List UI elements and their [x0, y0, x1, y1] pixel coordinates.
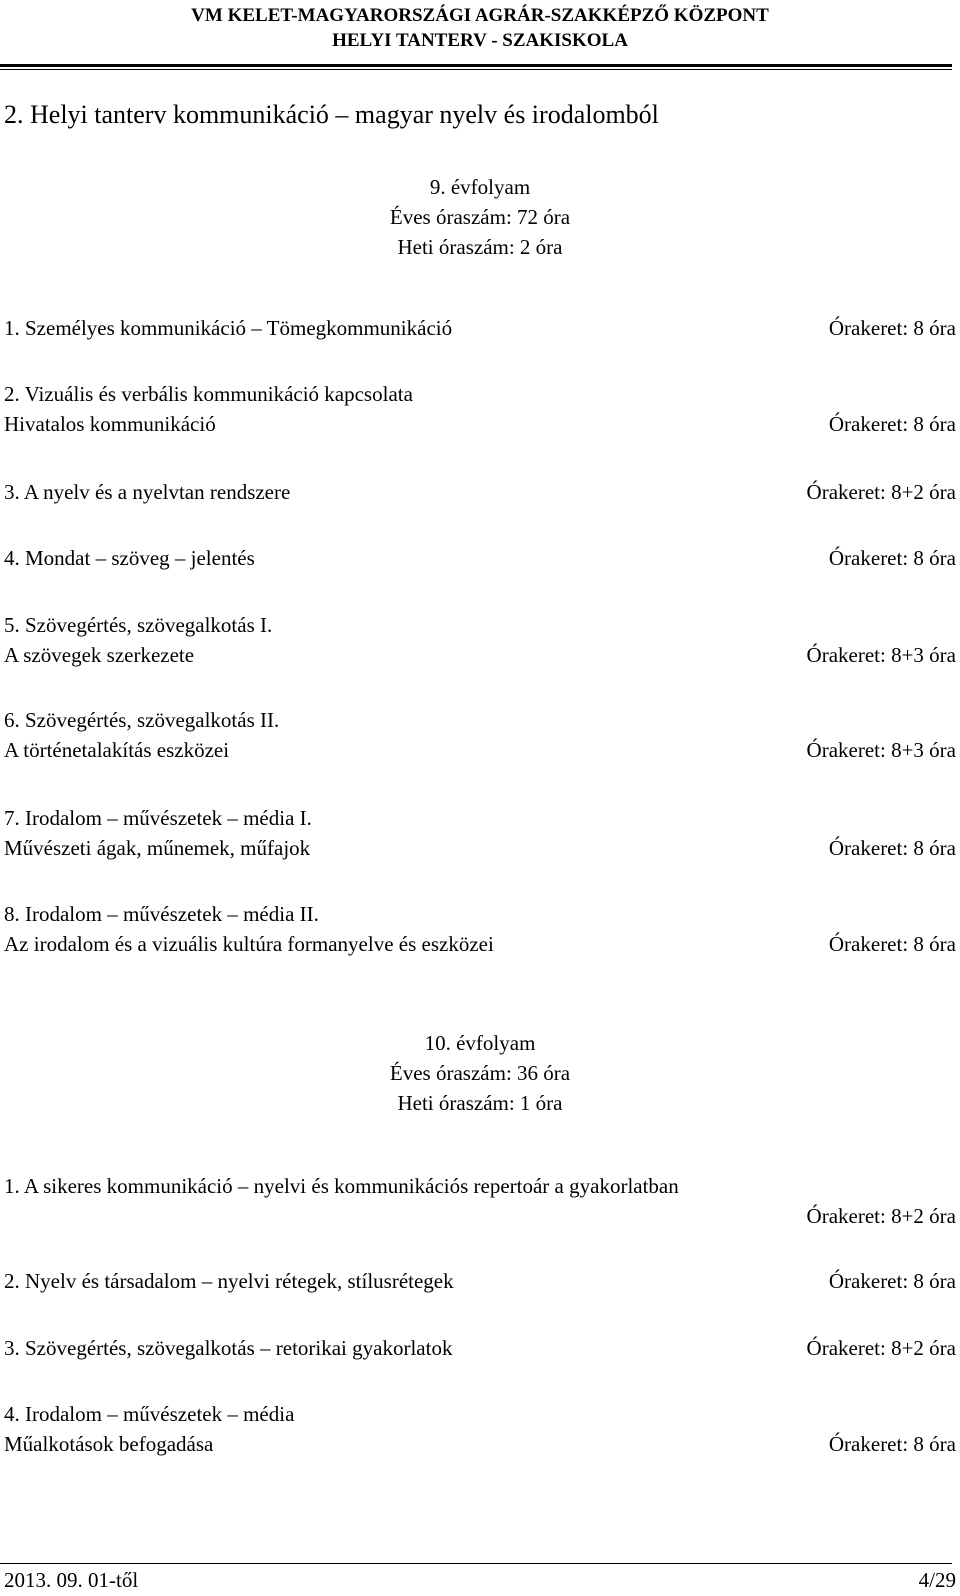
topic-title: 4. Irodalom – művészetek – média [4, 1402, 295, 1426]
grade9-summary [0, 172, 960, 262]
footer-divider [0, 1563, 952, 1564]
topic-subtitle: A szövegek szerkezete [4, 643, 195, 667]
topic-title: 8. Irodalom – művészetek – média II. [4, 902, 319, 926]
topic-title: 6. Szövegértés, szövegalkotás II. [4, 708, 280, 732]
page-header [0, 0, 960, 53]
topic-title: 1. A sikeres kommunikáció – nyelvi és kommunikációs repertoár a gyakorlatban [4, 1174, 679, 1198]
grade10-title: 10. évfolyam [424, 1031, 536, 1055]
grade9-topic-3 [4, 477, 956, 507]
topic-subtitle: A történetalakítás eszközei [4, 738, 230, 762]
header-document-type: HELYI TANTERV - SZAKISKOLA [332, 30, 628, 51]
topic-hours: Órakeret: 8+3 óra [806, 738, 956, 762]
topic-title: 5. Szövegértés, szövegalkotás I. [4, 613, 273, 637]
grade10-topic-3 [4, 1333, 956, 1363]
grade10-annual-hours: Éves óraszám: 36 óra [389, 1061, 571, 1085]
grade9-topic-8 [4, 899, 956, 959]
topic-title: 7. Irodalom – művészetek – média I. [4, 806, 312, 830]
topic-title: 1. Személyes kommunikáció – Tömegkommunikáció [4, 316, 453, 340]
topic-title: 2. Nyelv és társadalom – nyelvi rétegek, stílusrétegek [4, 1269, 454, 1293]
grade9-topic-2 [4, 379, 956, 439]
topic-hours: Órakeret: 8 óra [828, 1432, 956, 1456]
topic-hours: Órakeret: 8 óra [828, 836, 956, 860]
topic-subtitle: Művészeti ágak, műnemek, műfajok [4, 836, 311, 860]
topic-subtitle: Az irodalom és a vizuális kultúra formanyelve és eszközei [4, 932, 494, 956]
topic-title: 3. Szövegértés, szövegalkotás – retorikai gyakorlatok [4, 1336, 453, 1360]
grade9-annual-hours: Éves óraszám: 72 óra [389, 205, 571, 229]
topic-hours: Órakeret: 8+2 óra [806, 1336, 956, 1360]
topic-subtitle: Hivatalos kommunikáció [4, 412, 216, 436]
topic-hours: Órakeret: 8+2 óra [806, 1204, 956, 1228]
page-footer [4, 1566, 956, 1594]
grade9-title: 9. évfolyam [429, 175, 531, 199]
header-divider [0, 64, 952, 70]
grade10-topic-1 [4, 1171, 956, 1231]
grade9-topic-5 [4, 610, 956, 670]
footer-date: 2013. 09. 01-től [4, 1568, 139, 1592]
grade9-topic-4 [4, 543, 956, 573]
section-title: 2. Helyi tanterv kommunikáció – magyar nyelv és irodalomból [4, 100, 659, 129]
topic-title: 4. Mondat – szöveg – jelentés [4, 546, 255, 570]
topic-hours: Órakeret: 8+3 óra [806, 643, 956, 667]
grade9-topic-6 [4, 705, 956, 765]
grade10-summary [0, 1028, 960, 1118]
topic-hours: Órakeret: 8 óra [828, 412, 956, 436]
header-institution: VM KELET-MAGYARORSZÁGI AGRÁR-SZAKKÉPZŐ KÖZPONT [191, 5, 769, 26]
topic-hours: Órakeret: 8+2 óra [806, 480, 956, 504]
topic-title: 3. A nyelv és a nyelvtan rendszere [4, 480, 291, 504]
grade10-topic-2 [4, 1266, 956, 1296]
topic-hours: Órakeret: 8 óra [828, 1269, 956, 1293]
topic-title: 2. Vizuális és verbális kommunikáció kapcsolata [4, 382, 413, 406]
topic-hours: Órakeret: 8 óra [828, 932, 956, 956]
grade10-topic-4 [4, 1399, 956, 1459]
grade9-topic-1 [4, 313, 956, 343]
topic-hours: Órakeret: 8 óra [828, 546, 956, 570]
grade9-topic-7 [4, 803, 956, 863]
grade10-weekly-hours: Heti óraszám: 1 óra [397, 1091, 563, 1115]
topic-subtitle: Műalkotások befogadása [4, 1432, 214, 1456]
grade9-weekly-hours: Heti óraszám: 2 óra [397, 235, 563, 259]
page-number: 4/29 [918, 1568, 956, 1592]
topic-hours: Órakeret: 8 óra [828, 316, 956, 340]
